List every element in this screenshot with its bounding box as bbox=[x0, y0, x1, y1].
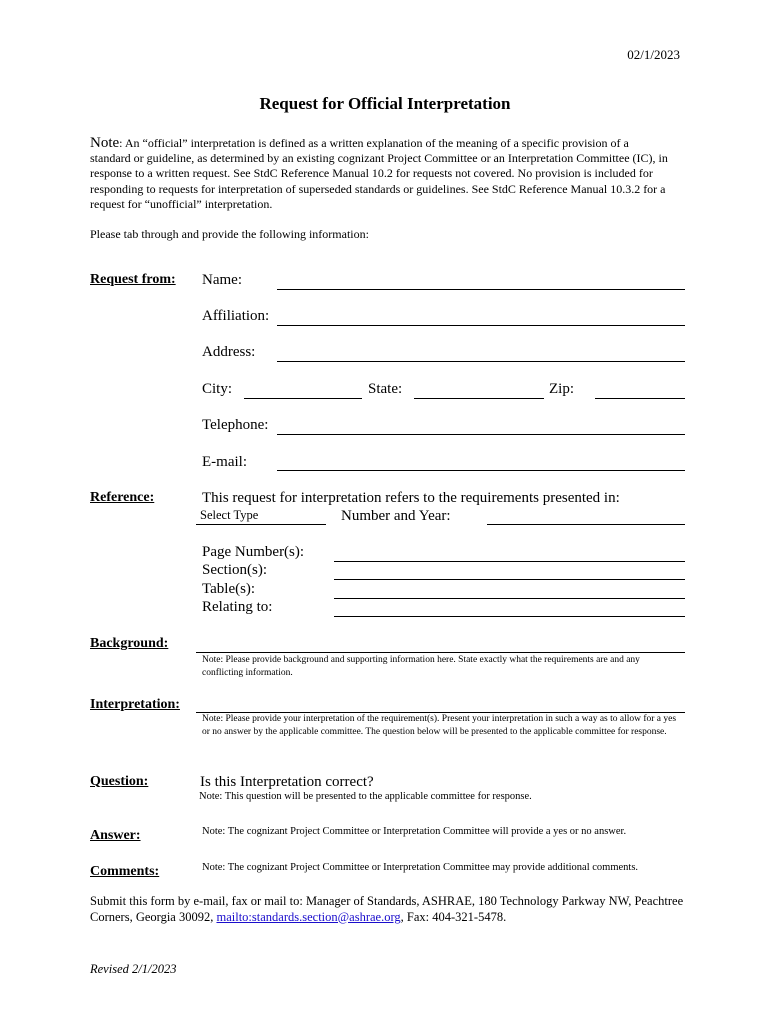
note-text: : An “official” interpretation is defined as a written explanation of the meaning of a specific provision of a standard or guideline, as determined by an existing cognizant Project Committee or an Interpretation Committee (IC), in response to a written request. See StdC Reference Manual 10.2 for requests not covered. No provision is included for responding to requests for interpretation of superseded standards or guidelines. See StdC Reference Manual 10.3.2 for a request for “unofficial” interpretation. bbox=[90, 136, 668, 211]
relating-to-field[interactable] bbox=[334, 616, 685, 617]
revision-date: Revised 2/1/2023 bbox=[90, 962, 177, 976]
affiliation-label: Affiliation: bbox=[202, 308, 270, 324]
instructions-text: Please tab through and provide the following information: bbox=[90, 227, 369, 241]
submit-instructions bbox=[90, 894, 690, 925]
city-label: City: bbox=[202, 381, 233, 397]
name-label: Name: bbox=[202, 272, 242, 288]
city-field[interactable] bbox=[244, 398, 362, 399]
document-date: 02/1/2023 bbox=[627, 47, 680, 62]
zip-label: Zip: bbox=[549, 381, 574, 397]
answer-note: Note: The cognizant Project Committee or Interpretation Committee will provide a yes or no answer. bbox=[202, 826, 627, 837]
sections-field[interactable] bbox=[334, 579, 685, 580]
zip-field[interactable] bbox=[595, 398, 685, 399]
definition-note bbox=[90, 136, 670, 212]
request-from-heading: Request from: bbox=[90, 272, 176, 287]
name-field[interactable] bbox=[277, 289, 685, 290]
address-field[interactable] bbox=[277, 361, 685, 362]
tables-label: Table(s): bbox=[202, 581, 256, 597]
background-heading: Background: bbox=[90, 636, 169, 651]
email-label: E-mail: bbox=[202, 454, 247, 470]
comments-heading: Comments: bbox=[90, 864, 160, 879]
relating-to-label: Relating to: bbox=[202, 599, 273, 615]
answer-heading: Answer: bbox=[90, 828, 141, 843]
affiliation-field[interactable] bbox=[277, 325, 685, 326]
email-field[interactable] bbox=[277, 470, 685, 471]
number-year-field[interactable] bbox=[487, 524, 685, 525]
standard-type-select[interactable]: Select Type bbox=[196, 508, 326, 525]
note-lead: Note bbox=[90, 135, 120, 151]
question-note: Note: This question will be presented to the applicable committee for response. bbox=[199, 791, 532, 802]
background-note: Note: Please provide background and supporting information here. State exactly what the requirements are and any conflicting information. bbox=[202, 655, 640, 678]
submit-text: Submit this form by e-mail, fax or mail to: Manager of Standards, ASHRAE, 180 Technology Parkway NW, Peachtree Corners, Georgia 30092, bbox=[90, 894, 684, 924]
tables-field[interactable] bbox=[334, 598, 685, 599]
background-field[interactable] bbox=[196, 652, 685, 653]
question-heading: Question: bbox=[90, 774, 149, 789]
interpretation-heading: Interpretation: bbox=[90, 697, 180, 712]
state-label: State: bbox=[368, 381, 403, 397]
page-numbers-field[interactable] bbox=[334, 561, 685, 562]
state-field[interactable] bbox=[414, 398, 544, 399]
reference-intro: This request for interpretation refers to the requirements presented in: bbox=[202, 490, 620, 506]
telephone-label: Telephone: bbox=[202, 417, 269, 433]
address-label: Address: bbox=[202, 344, 256, 360]
submit-fax: , Fax: 404-321-5478. bbox=[400, 909, 507, 924]
interpretation-note: Note: Please provide your interpretation of the requirement(s). Present your interpretation in such a way as to allow for a yes or no answer by the applicable committee. The question below will be presented to the applicable committee for response. bbox=[202, 714, 677, 737]
page-numbers-label: Page Number(s): bbox=[202, 544, 305, 560]
telephone-field[interactable] bbox=[277, 434, 685, 435]
comments-note: Note: The cognizant Project Committee or Interpretation Committee may provide additional comments. bbox=[202, 862, 639, 873]
sections-label: Section(s): bbox=[202, 562, 267, 578]
number-year-label: Number and Year: bbox=[341, 508, 451, 524]
page-title: Request for Official Interpretation bbox=[259, 94, 511, 113]
email-link[interactable]: mailto:standards.section@ashrae.org bbox=[216, 909, 401, 924]
reference-heading: Reference: bbox=[90, 490, 155, 505]
question-text: Is this Interpretation correct? bbox=[200, 774, 374, 790]
